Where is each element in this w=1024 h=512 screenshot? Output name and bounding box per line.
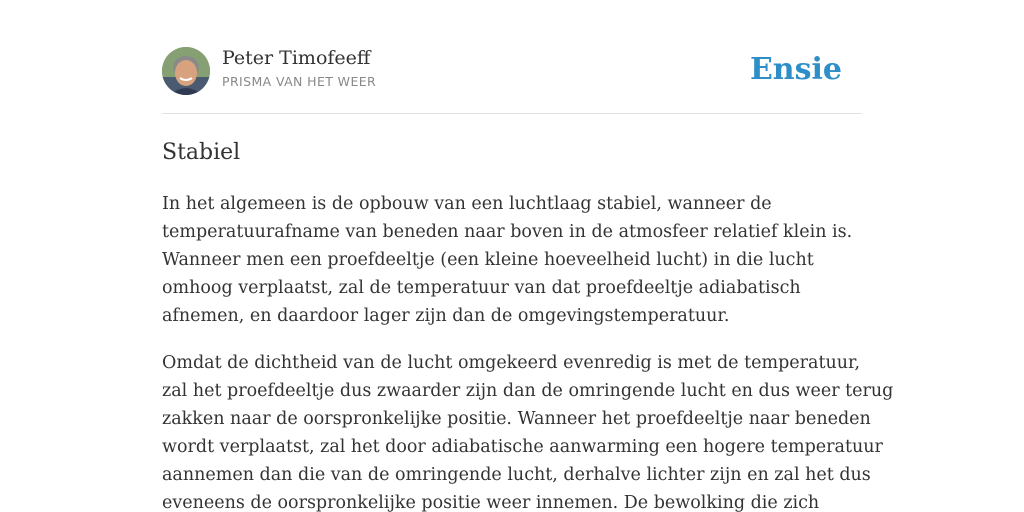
header [162,46,862,96]
author-avatar[interactable] [162,47,210,95]
paragraph-line: zal het proefdeeltje dus zwaarder zijn dan de omringende lucht en dus weer terug [162,381,894,401]
paragraph-line: afnemen, en daardoor lager zijn dan de omgevingstemperatuur. [162,306,730,326]
ensie-logo-link[interactable]: Ensie [749,52,842,87]
publication-name[interactable]: PRISMA VAN HET WEER [222,74,377,89]
paragraph-line: Omdat de dichtheid van de lucht omgekeerd evenredig is met de temperatuur, [162,353,861,373]
paragraph-line: In het algemeen is de opbouw van een luchtlaag stabiel, wanneer de [162,194,772,214]
paragraph-line: omhoog verplaatst, zal de temperatuur van dat proefdeeltje adiabatisch [162,278,801,298]
paragraph [162,190,882,330]
header-divider [162,113,862,114]
paragraph-line: Wanneer men een proefdeeltje (een kleine hoeveelheid lucht) in die lucht [162,250,814,270]
paragraph-line: eveneens de oorspronkelijke positie weer innemen. De bewolking die zich [162,493,820,512]
paragraph [162,349,894,512]
paragraph-line: temperatuurafname van beneden naar boven in de atmosfeer relatief klein is. [162,222,853,242]
paragraph-line: aannemen dan die van de omringende lucht, derhalve lichter zijn en zal het dus [162,465,871,485]
paragraph-line: zakken naar de oorspronkelijke positie. Wanneer het proefdeeltje naar beneden [162,409,871,429]
article-body [162,190,894,512]
avatar-portrait-icon [162,47,210,95]
author-name[interactable]: Peter Timofeeff [222,47,371,69]
article-title: Stabiel [162,140,241,165]
paragraph-line: wordt verplaatst, zal het door adiabatische aanwarming een hogere temperatuur [162,437,883,457]
